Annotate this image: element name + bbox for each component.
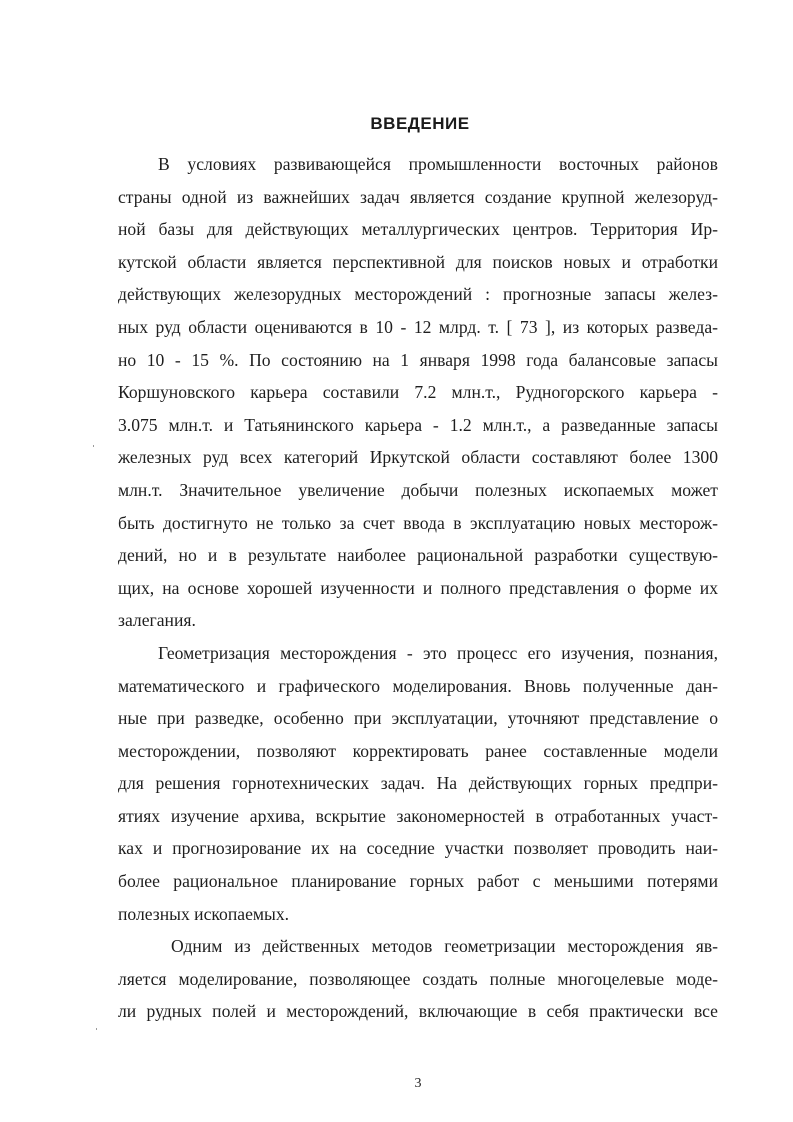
scan-speck xyxy=(96,1028,97,1030)
paragraph-3 xyxy=(118,930,718,1028)
text-line: щих, на основе хорошей изученности и полного представления о форме их xyxy=(118,577,718,598)
text-line: кутской области является перспективной для поисков новых и отработки xyxy=(118,251,718,272)
text-line: более рациональное планирование горных работ с меньшими потерями xyxy=(118,871,718,892)
text-line: но 10 - 15 %. По состоянию на 1 января 1998 года балансовые запасы xyxy=(118,349,718,370)
scan-speck xyxy=(93,445,94,447)
text-line: быть достигнуто не только за счет ввода в эксплуатацию новых месторож- xyxy=(118,512,718,533)
paragraph-2 xyxy=(118,637,718,930)
text-line: залегания. xyxy=(118,610,196,631)
section-heading: ВВЕДЕНИЕ xyxy=(370,114,470,133)
text-line: дений, но и в результате наиболее рациональной разработки существую- xyxy=(118,545,718,566)
text-line: страны одной из важнейших задач является создание крупной железоруд- xyxy=(118,186,718,207)
text-line: Коршуновского карьера составили 7.2 млн.т., Рудногорского карьера - xyxy=(118,382,718,403)
text-line: математического и графического моделирования. Вновь полученные дан- xyxy=(118,675,718,696)
text-line: Одним из действенных методов геометризации месторождения яв- xyxy=(171,936,718,957)
text-line: железных руд всех категорий Иркутской области составляют более 1300 xyxy=(118,447,718,468)
text-line: ятиях изучение архива, вскрытие закономерностей в отработанных участ- xyxy=(118,805,718,826)
text-line: ках и прогнозирование их на соседние участки позволяет проводить наи- xyxy=(118,838,718,859)
text-line: ных руд области оцениваются в 10 - 12 млрд. т. [ 73 ], из которых разведа- xyxy=(118,316,718,337)
text-line: ной базы для действующих металлургических центров. Территория Ир- xyxy=(118,219,718,240)
text-line: 3.075 млн.т. и Татьянинского карьера - 1.2 млн.т., а разведанные запасы xyxy=(118,414,718,435)
text-line: полезных ископаемых. xyxy=(118,903,290,924)
text-line: действующих железорудных месторождений : прогнозные запасы желез- xyxy=(118,284,718,305)
text-line: В условиях развивающейся промышленности восточных районов xyxy=(158,154,718,174)
text-line: ли рудных полей и месторождений, включающие в себя практически все xyxy=(118,1001,718,1022)
text-line: месторождении, позволяют корректировать ранее составленные модели xyxy=(118,740,718,761)
text-line: млн.т. Значительное увеличение добычи полезных ископаемых может xyxy=(118,479,718,500)
page-number: 3 xyxy=(414,1076,422,1091)
text-line: ляется моделирование, позволяющее создать полные многоцелевые моде- xyxy=(118,968,718,989)
paragraph-1 xyxy=(118,148,718,637)
text-line: Геометризация месторождения - это процесс его изучения, познания, xyxy=(158,642,718,663)
body-text xyxy=(118,148,718,1028)
text-line: для решения горнотехнических задач. На действующих горных предпри- xyxy=(118,773,718,794)
text-line: ные при разведке, особенно при эксплуатации, уточняют представление о xyxy=(118,708,718,729)
